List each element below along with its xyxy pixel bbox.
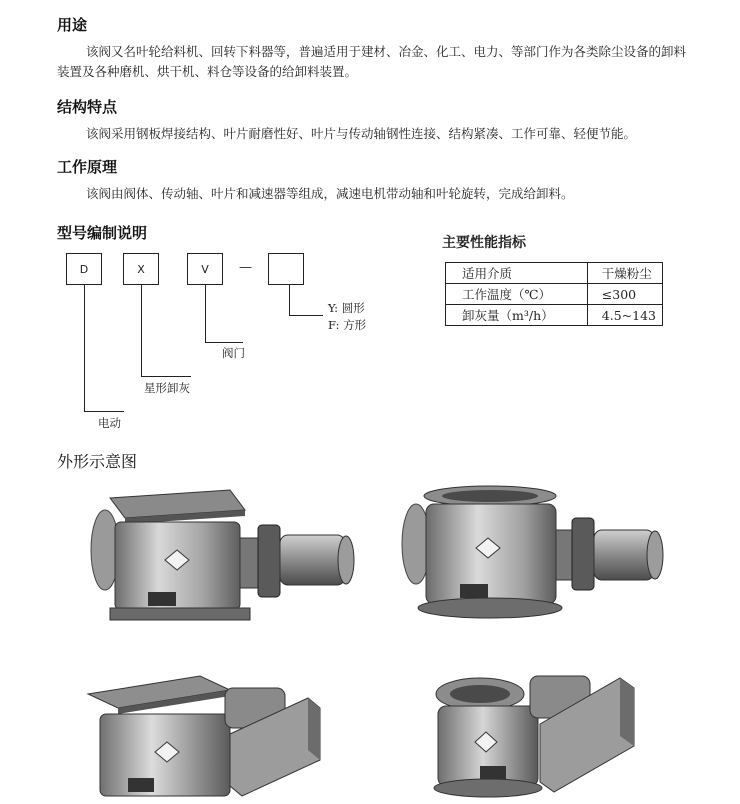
section-title-structure: 结构特点 bbox=[57, 98, 118, 116]
label-shape-y: Y: 圆形 bbox=[328, 301, 365, 315]
table-row bbox=[446, 305, 663, 326]
leader-star-vertical bbox=[141, 284, 142, 376]
section-title-usage: 用途 bbox=[57, 16, 88, 34]
table-cell: 工作温度（℃） bbox=[446, 284, 588, 305]
label-star-discharge: 星形卸灰 bbox=[144, 381, 190, 395]
leader-electric-horizontal bbox=[84, 411, 124, 412]
label-valve: 阀门 bbox=[222, 346, 245, 360]
table-cell: 干燥粉尘 bbox=[587, 263, 662, 284]
model-box-v: V bbox=[187, 253, 223, 285]
leader-valve-vertical bbox=[205, 284, 206, 342]
table-row bbox=[446, 263, 663, 284]
section-title-outline: 外形示意图 bbox=[57, 452, 138, 471]
valve-photo-round-guard bbox=[420, 662, 650, 802]
table-cell: 适用介质 bbox=[446, 263, 588, 284]
model-box-d: D bbox=[66, 253, 102, 285]
leader-shape-horizontal bbox=[289, 315, 323, 316]
usage-paragraph: 该阀又名叶轮给料机、回转下料器等，普遍适用于建材、冶金、化工、电力、等部门作为各类除尘设备的卸料装置及各种磨机、烘干机、料仓等设备的给卸料装置。 bbox=[57, 44, 687, 79]
valve-photo-square-guard bbox=[80, 664, 330, 802]
label-shape-f: F: 方形 bbox=[328, 318, 367, 332]
model-box-shape bbox=[268, 253, 304, 285]
structure-paragraph: 该阀采用钢板焊接结构、叶片耐磨性好、叶片与传动轴钢性连接、结构紧凑、工作可靠、轻便节能。 bbox=[86, 126, 637, 141]
performance-table bbox=[445, 262, 663, 326]
table-row bbox=[446, 284, 663, 305]
table-cell: ≤300 bbox=[587, 284, 662, 305]
valve-photo-round bbox=[390, 480, 680, 632]
leader-electric-vertical bbox=[84, 284, 85, 411]
table-cell: 4.5~143 bbox=[587, 305, 662, 326]
model-dash: — bbox=[239, 260, 252, 275]
section-title-principle: 工作原理 bbox=[57, 158, 118, 176]
section-title-performance: 主要性能指标 bbox=[442, 235, 526, 251]
leader-shape-vertical bbox=[289, 284, 290, 315]
principle-paragraph: 该阀由阀体、传动轴、叶片和减速器等组成，减速电机带动轴和叶轮旋转，完成给卸料。 bbox=[86, 186, 574, 201]
model-box-x: X bbox=[123, 253, 159, 285]
leader-star-horizontal bbox=[141, 376, 191, 377]
valve-photo-square bbox=[80, 480, 370, 632]
leader-valve-horizontal bbox=[205, 342, 243, 343]
section-title-model: 型号编制说明 bbox=[57, 224, 148, 242]
label-electric: 电动 bbox=[98, 416, 121, 430]
table-cell: 卸灰量（m³/h） bbox=[446, 305, 588, 326]
